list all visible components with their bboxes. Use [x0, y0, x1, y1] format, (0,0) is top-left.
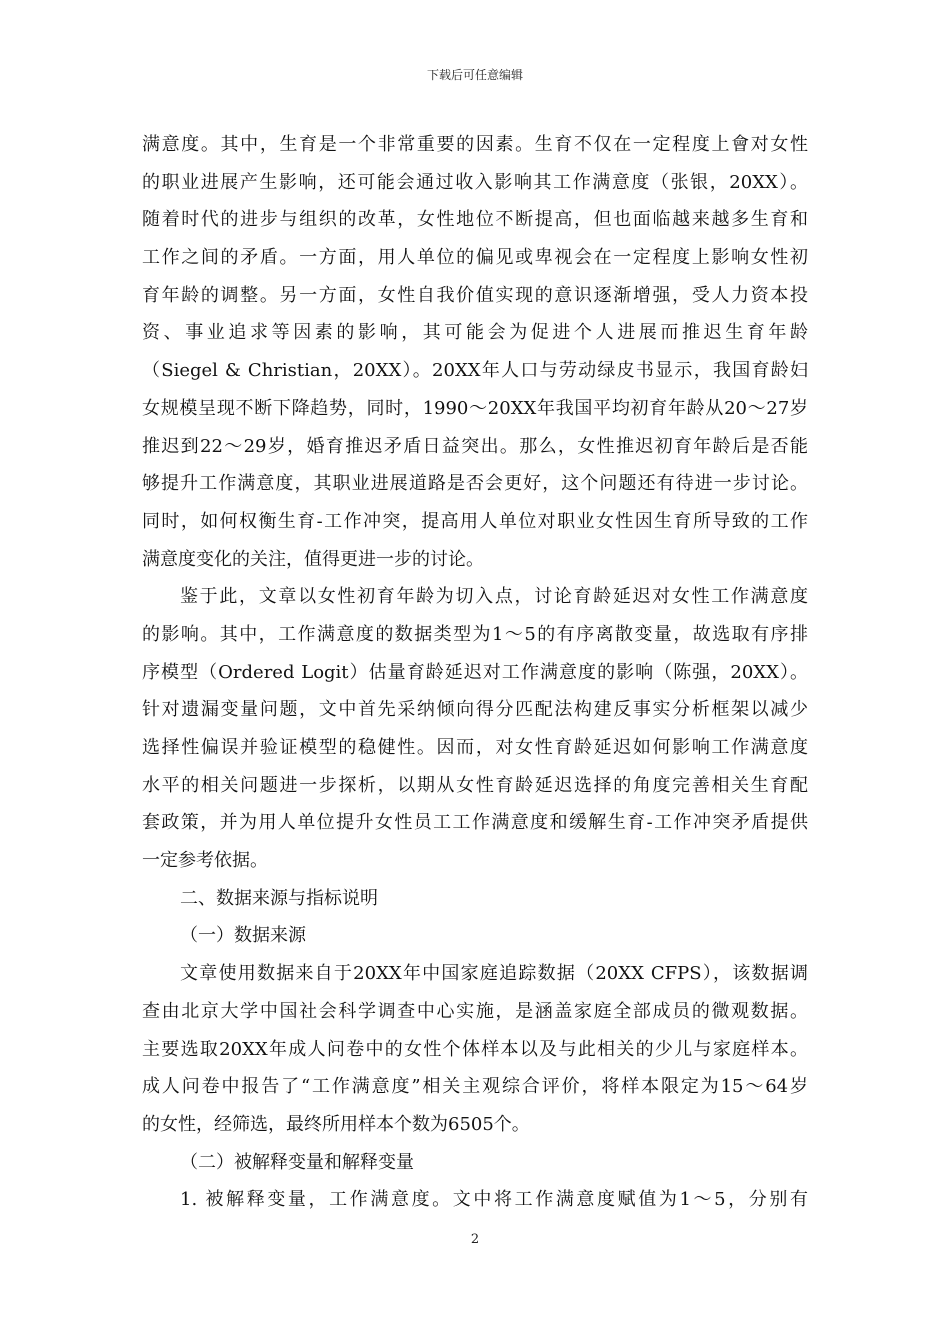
text-line: （Siegel & Christian，20XX）。20XX年人口与劳动绿皮书显示，我国育龄妇 — [142, 360, 808, 382]
text-line: 序模型（Ordered Logit）估量育龄延迟对工作满意度的影响（陈强，20XX）。 — [142, 661, 808, 683]
text-line: 套政策，并为用人单位提升女性员工工作满意度和缓解生育-工作冲突矛盾提供 — [142, 812, 808, 834]
text-line: 二、数据来源与指标说明 — [180, 887, 378, 909]
text-line: （一）数据来源 — [180, 925, 306, 947]
text-line: 随着时代的进步与组织的改革，女性地位不断提高，但也面临越来越多生育和 — [142, 209, 808, 231]
text-line: 选择性偏误并验证模型的稳健性。因而，对女性育龄延迟如何影响工作满意度 — [142, 737, 808, 758]
text-line: 同时，如何权衡生育-工作冲突，提高用人单位对职业女性因生育所导致的工作 — [142, 510, 808, 532]
page-number: 2 — [470, 1232, 480, 1247]
text-line: 资、事业追求等因素的影响，其可能会为促进个人进展而推迟生育年龄 — [142, 322, 808, 344]
text-line: 满意度。其中，生育是一个非常重要的因素。生育不仅在一定程度上會对女性 — [142, 134, 808, 155]
text-line: 查由北京大学中国社会科学调查中心实施，是涵盖家庭全部成员的微观数据。 — [142, 1000, 808, 1022]
text-line: 一定参考依据。 — [142, 850, 268, 872]
page-header: 下载后可任意编辑 — [426, 68, 523, 82]
body-text — [142, 126, 808, 1219]
text-line: 推迟到22～29岁，婚育推迟矛盾日益突出。那么，女性推迟初育年龄后是否能 — [142, 435, 808, 457]
text-line: 的女性，经筛选，最终所用样本个数为6505个。 — [142, 1113, 530, 1135]
text-line: 满意度变化的关注，值得更进一步的讨论。 — [142, 548, 484, 570]
text-line: 针对遗漏变量问题，文中首先采纳倾向得分匹配法构建反事实分析框架以减少 — [142, 699, 808, 721]
text-line: 工作之间的矛盾。一方面，用人单位的偏见或卑视会在一定程度上影响女性初 — [142, 247, 808, 269]
text-line: （二）被解释变量和解释变量 — [180, 1151, 414, 1173]
text-line: 的影响。其中，工作满意度的数据类型为1～5的有序离散变量，故选取有序排 — [142, 623, 808, 645]
text-line: 成人问卷中报告了“工作满意度”相关主观综合评价，将样本限定为15～64岁 — [142, 1076, 808, 1098]
text-line: 女规模呈现不断下降趋势，同时，1990～20XX年我国平均初育年龄从20～27岁 — [142, 397, 808, 419]
text-line: 主要选取20XX年成人问卷中的女性个体样本以及与此相关的少儿与家庭样本。 — [142, 1038, 808, 1060]
text-line: 水平的相关问题进一步探析，以期从女性育龄延迟选择的角度完善相关生育配 — [142, 774, 808, 796]
text-line: 的职业进展产生影响，还可能会通过收入影响其工作满意度（张银，20XX）。 — [142, 171, 808, 193]
text-line: 1. 被解释变量，工作满意度。文中将工作满意度赋值为1～5，分别有 — [180, 1189, 808, 1211]
text-line: 鉴于此，文章以女性初育年龄为切入点，讨论育龄延迟对女性工作满意度 — [180, 586, 808, 608]
text-line: 文章使用数据来自于20XX年中国家庭追踪数据（20XX CFPS），该数据调 — [180, 963, 808, 985]
text-line: 够提升工作满意度，其职业进展道路是否会更好，这个问题还有待进一步讨论。 — [142, 473, 808, 495]
text-line: 育年龄的调整。另一方面，女性自我价值实现的意识逐渐增强，受人力资本投 — [142, 284, 808, 306]
